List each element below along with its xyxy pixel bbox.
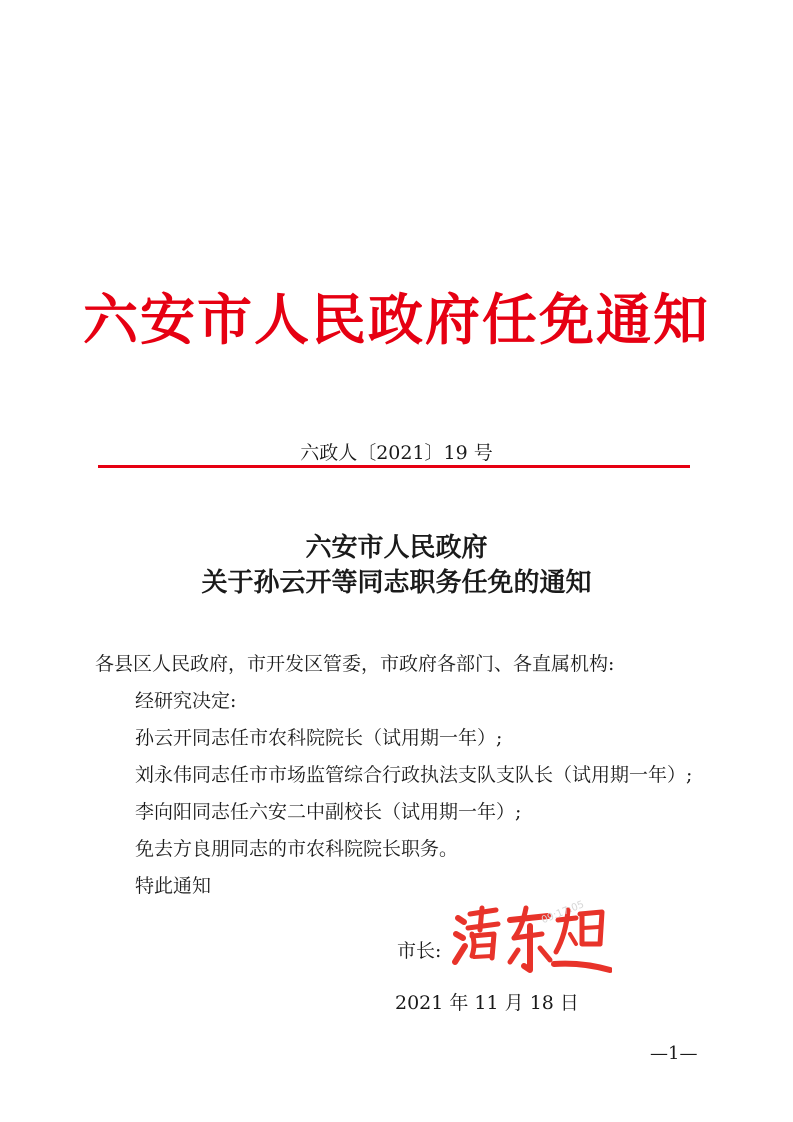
body-paragraph-appointment-2: 刘永伟同志任市市场监管综合行政执法支队支队长（试用期一年）; xyxy=(135,764,693,786)
masthead-title: 六安市人民政府任免通知 xyxy=(82,287,710,352)
body-paragraph-closing: 特此通知 xyxy=(135,875,212,897)
signature-timestamp: 09:17:05 xyxy=(540,899,586,927)
title-subject: 关于孙云开等同志职务任免的通知 xyxy=(201,568,592,598)
handwritten-signature xyxy=(452,904,612,980)
issue-date: 2021 年 11 月 18 日 xyxy=(395,992,579,1014)
red-divider-line xyxy=(98,465,690,468)
body-paragraph-appointment-3: 李向阳同志任六安二中副校长（试用期一年）; xyxy=(135,801,522,823)
document-number: 六政人〔2021〕19 号 xyxy=(300,442,493,464)
body-paragraph-decision: 经研究决定: xyxy=(135,690,237,712)
title-issuer: 六安市人民政府 xyxy=(305,533,488,563)
recipient-line: 各县区人民政府，市开发区管委，市政府各部门、各直属机构: xyxy=(95,653,615,675)
page-number: —1— xyxy=(650,1043,698,1064)
signatory-label: 市长: xyxy=(397,940,442,962)
body-paragraph-appointment-1: 孙云开同志任市农科院院长（试用期一年）; xyxy=(135,727,503,749)
body-paragraph-dismissal: 免去方良朋同志的市农科院院长职务。 xyxy=(135,838,459,860)
